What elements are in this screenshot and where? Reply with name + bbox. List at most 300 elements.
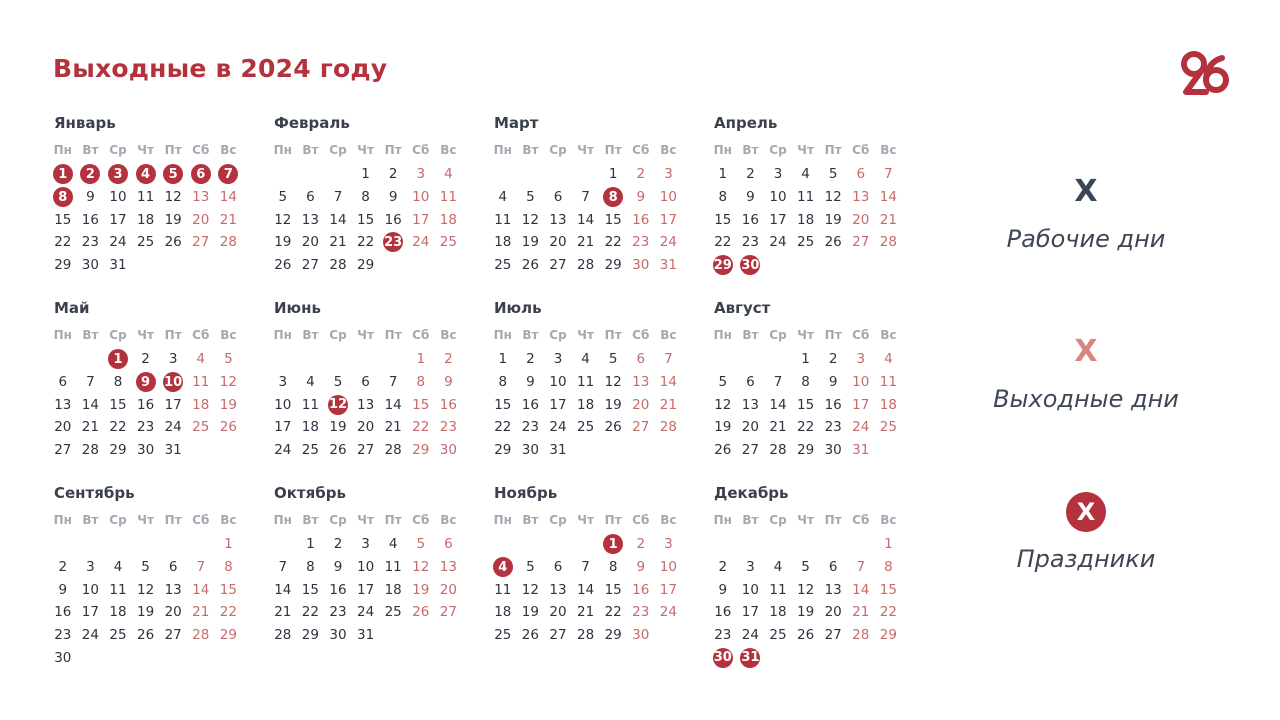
empty-cell bbox=[269, 348, 297, 371]
work-day: 30 bbox=[54, 649, 72, 666]
weekday-label: Пн bbox=[53, 328, 72, 342]
work-day: 5 bbox=[141, 559, 150, 576]
work-day: 7 bbox=[333, 189, 343, 206]
work-day: 26 bbox=[796, 627, 815, 644]
work-day: 27 bbox=[741, 442, 759, 459]
work-day: 23 bbox=[521, 419, 539, 436]
weekday-label: Ср bbox=[109, 513, 127, 527]
work-day: 24 bbox=[109, 234, 127, 251]
work-day: 5 bbox=[278, 189, 288, 206]
weekend-day: 30 bbox=[632, 627, 650, 644]
work-day: 6 bbox=[553, 189, 563, 206]
empty-cell bbox=[132, 533, 160, 556]
month-calendar bbox=[269, 483, 465, 646]
weekday-label: Сб bbox=[192, 513, 210, 527]
weekend-day: 4 bbox=[444, 166, 453, 183]
weekday-label: Пт bbox=[164, 513, 182, 527]
work-day: 22 bbox=[356, 234, 375, 251]
work-day: 22 bbox=[604, 604, 622, 621]
work-day: 6 bbox=[168, 559, 178, 576]
work-day: 28 bbox=[329, 257, 347, 274]
empty-cell bbox=[159, 533, 187, 556]
work-day: 10 bbox=[769, 189, 787, 206]
empty-cell bbox=[489, 533, 517, 556]
empty-cell bbox=[737, 533, 765, 556]
empty-cell bbox=[544, 163, 572, 186]
holiday-day: 10 bbox=[159, 371, 187, 394]
weekday-label: Пт bbox=[384, 513, 402, 527]
weekend-day: 1 bbox=[224, 536, 233, 553]
weekend-day: 15 bbox=[412, 396, 430, 413]
work-day: 4 bbox=[113, 559, 123, 576]
work-day: 5 bbox=[526, 559, 535, 576]
work-day: 17 bbox=[274, 419, 292, 436]
work-day: 15 bbox=[54, 211, 72, 228]
work-day: 8 bbox=[608, 559, 618, 576]
weekend-day: 30 bbox=[439, 442, 457, 459]
work-day: 18 bbox=[136, 211, 155, 228]
work-day: 3 bbox=[361, 536, 370, 553]
holiday-day: 6 bbox=[187, 163, 215, 186]
work-day: 27 bbox=[549, 627, 567, 644]
days-grid bbox=[49, 348, 245, 461]
work-day: 16 bbox=[54, 604, 72, 621]
work-day: 18 bbox=[494, 604, 512, 621]
weekday-label: Сб bbox=[852, 328, 870, 342]
month-calendar bbox=[709, 113, 905, 276]
weekend-day: 17 bbox=[659, 211, 677, 228]
work-day: 4 bbox=[498, 189, 508, 206]
weekday-label: Ср bbox=[769, 143, 787, 157]
holiday-day: 2 bbox=[77, 163, 105, 186]
weekend-day: 13 bbox=[192, 189, 210, 206]
weekday-label: Вт bbox=[82, 328, 99, 342]
work-day: 2 bbox=[388, 166, 398, 183]
weekday-label: Сб bbox=[192, 328, 210, 342]
weekday-label: Ср bbox=[329, 328, 347, 342]
weekend-day: 28 bbox=[659, 419, 677, 436]
work-day: 14 bbox=[576, 211, 595, 228]
weekday-label: Вс bbox=[220, 513, 237, 527]
month-calendar bbox=[49, 113, 245, 276]
weekday-label: Вт bbox=[522, 143, 539, 157]
weekday-label: Сб bbox=[632, 143, 650, 157]
empty-cell bbox=[764, 533, 792, 556]
weekend-day: 20 bbox=[852, 211, 870, 228]
work-day: 4 bbox=[306, 374, 315, 391]
weekend-day: 22 bbox=[879, 604, 897, 621]
work-day: 20 bbox=[54, 419, 72, 436]
work-day: 25 bbox=[769, 627, 787, 644]
empty-cell bbox=[517, 533, 545, 556]
work-day: 6 bbox=[361, 374, 370, 391]
weekend-day: 14 bbox=[659, 374, 677, 391]
work-day: 29 bbox=[356, 257, 375, 274]
work-day: 2 bbox=[141, 351, 150, 368]
weekday-label: Пт bbox=[164, 328, 182, 342]
work-day: 14 bbox=[329, 211, 347, 228]
month-calendar bbox=[709, 483, 905, 669]
weekday-label: Пн bbox=[53, 143, 72, 157]
month-name: Октябрь bbox=[274, 484, 346, 502]
weekday-label: Вт bbox=[302, 328, 319, 342]
work-day: 25 bbox=[109, 627, 127, 644]
weekday-label: Вс bbox=[880, 143, 897, 157]
empty-cell bbox=[819, 533, 847, 556]
work-day: 5 bbox=[608, 351, 618, 368]
weekday-label: Вс bbox=[660, 328, 677, 342]
weekday-label: Вс bbox=[660, 143, 677, 157]
weekday-label: Чт bbox=[357, 143, 374, 157]
holiday-day: 23 bbox=[379, 231, 407, 254]
weekend-day: 28 bbox=[219, 234, 237, 251]
weekday-label: Вт bbox=[742, 143, 759, 157]
days-grid bbox=[489, 163, 685, 276]
weekend-day: 27 bbox=[439, 604, 457, 621]
work-day: 19 bbox=[521, 604, 539, 621]
page-title: Выходные в 2024 году bbox=[53, 54, 388, 83]
work-day: 9 bbox=[333, 559, 343, 576]
weekend-day: 2 bbox=[636, 166, 646, 183]
work-day: 31 bbox=[109, 257, 127, 274]
weekday-label: Вс bbox=[880, 328, 897, 342]
weekday-label: Вс bbox=[660, 513, 677, 527]
weekend-day: 24 bbox=[412, 234, 430, 251]
days-grid bbox=[269, 533, 465, 646]
weekday-label: Вт bbox=[82, 513, 99, 527]
work-day: 24 bbox=[274, 442, 292, 459]
weekend-day: 9 bbox=[636, 559, 646, 576]
work-day: 23 bbox=[329, 604, 347, 621]
work-day: 13 bbox=[356, 396, 375, 413]
holiday-day: 3 bbox=[104, 163, 132, 186]
month-name: Февраль bbox=[274, 114, 350, 132]
weekend-day: 23 bbox=[439, 419, 457, 436]
work-day: 11 bbox=[769, 581, 787, 598]
work-day: 12 bbox=[604, 374, 622, 391]
weekend-day: 11 bbox=[192, 374, 210, 391]
weekday-label: Вт bbox=[742, 513, 759, 527]
month-calendar bbox=[489, 298, 685, 461]
work-day: 20 bbox=[356, 419, 375, 436]
work-day: 26 bbox=[521, 257, 539, 274]
legend-item-weekend bbox=[956, 332, 1216, 413]
work-day: 22 bbox=[301, 604, 319, 621]
work-day: 14 bbox=[384, 396, 402, 413]
days-grid bbox=[269, 348, 465, 461]
weekend-day: 20 bbox=[439, 581, 457, 598]
weekday-label: Вт bbox=[742, 328, 759, 342]
month-calendar bbox=[269, 298, 465, 461]
weekday-label: Пн bbox=[493, 143, 512, 157]
weekend-day: 21 bbox=[219, 211, 237, 228]
weekend-day: 14 bbox=[879, 189, 897, 206]
work-day: 7 bbox=[773, 374, 783, 391]
weekend-day: 9 bbox=[444, 374, 453, 391]
work-day: 21 bbox=[81, 419, 99, 436]
work-day: 17 bbox=[769, 211, 787, 228]
weekday-label: Вс bbox=[220, 143, 237, 157]
weekday-header bbox=[269, 327, 465, 343]
work-day: 20 bbox=[164, 604, 182, 621]
work-day: 19 bbox=[136, 604, 155, 621]
legend-label: Праздники bbox=[1016, 545, 1156, 573]
work-day: 26 bbox=[824, 234, 842, 251]
work-day: 3 bbox=[168, 351, 178, 368]
work-day: 9 bbox=[718, 581, 728, 598]
work-day: 25 bbox=[136, 234, 155, 251]
weekday-label: Ср bbox=[109, 143, 127, 157]
work-day: 15 bbox=[301, 581, 319, 598]
work-day: 11 bbox=[301, 396, 319, 413]
weekend-day: 19 bbox=[219, 396, 237, 413]
work-day: 30 bbox=[136, 442, 155, 459]
weekday-header bbox=[49, 142, 245, 158]
work-day: 9 bbox=[58, 581, 68, 598]
weekend-day: 19 bbox=[412, 581, 430, 598]
work-day: 3 bbox=[278, 374, 288, 391]
weekend-day: 14 bbox=[219, 189, 237, 206]
weekend-day: 17 bbox=[852, 396, 870, 413]
days-grid bbox=[49, 533, 245, 669]
work-day: 5 bbox=[333, 374, 343, 391]
weekday-label: Ср bbox=[769, 328, 787, 342]
weekend-day: 27 bbox=[852, 234, 870, 251]
weekend-day: 26 bbox=[412, 604, 430, 621]
work-day: 15 bbox=[356, 211, 375, 228]
empty-cell bbox=[269, 533, 297, 556]
weekday-label: Пн bbox=[713, 513, 732, 527]
weekend-day: 10 bbox=[659, 559, 677, 576]
weekday-label: Чт bbox=[137, 143, 154, 157]
work-day: 21 bbox=[576, 604, 595, 621]
empty-cell bbox=[49, 533, 77, 556]
work-day: 28 bbox=[274, 627, 292, 644]
work-day: 10 bbox=[549, 374, 567, 391]
weekend-day: 4 bbox=[196, 351, 206, 368]
weekday-label: Сб bbox=[632, 328, 650, 342]
work-day: 18 bbox=[769, 604, 787, 621]
weekday-label: Сб bbox=[852, 143, 870, 157]
work-day: 19 bbox=[604, 396, 622, 413]
days-grid bbox=[709, 348, 905, 461]
work-day: 22 bbox=[54, 234, 72, 251]
work-day: 18 bbox=[494, 234, 512, 251]
weekday-label: Чт bbox=[357, 328, 374, 342]
work-day: 13 bbox=[549, 211, 567, 228]
weekend-day: 2 bbox=[444, 351, 453, 368]
work-day: 28 bbox=[576, 627, 595, 644]
empty-cell bbox=[297, 163, 325, 186]
weekend-day: 13 bbox=[632, 374, 650, 391]
weekday-label: Пт bbox=[824, 513, 842, 527]
weekend-day: 17 bbox=[412, 211, 430, 228]
work-day: 17 bbox=[109, 211, 127, 228]
weekend-day: 16 bbox=[632, 211, 650, 228]
weekday-label: Ср bbox=[549, 513, 567, 527]
month-calendar bbox=[489, 483, 685, 646]
weekday-label: Ср bbox=[549, 328, 567, 342]
work-day: 22 bbox=[494, 419, 512, 436]
weekend-day: 15 bbox=[219, 581, 237, 598]
month-name: Сентябрь bbox=[54, 484, 135, 502]
work-day: 12 bbox=[714, 396, 732, 413]
weekday-label: Вс bbox=[440, 143, 457, 157]
weekday-label: Чт bbox=[137, 513, 154, 527]
work-day: 17 bbox=[741, 604, 759, 621]
empty-cell bbox=[544, 533, 572, 556]
holiday-day: 30 bbox=[737, 254, 765, 277]
work-day: 5 bbox=[718, 374, 728, 391]
work-day: 26 bbox=[329, 442, 347, 459]
weekend-day: 14 bbox=[852, 581, 870, 598]
work-day: 9 bbox=[828, 374, 838, 391]
weekend-day: 25 bbox=[879, 419, 897, 436]
work-day: 5 bbox=[526, 189, 535, 206]
weekday-header bbox=[709, 142, 905, 158]
work-day: 26 bbox=[714, 442, 732, 459]
work-day: 16 bbox=[384, 211, 402, 228]
empty-cell bbox=[489, 163, 517, 186]
days-grid bbox=[489, 348, 685, 461]
work-day: 21 bbox=[384, 419, 402, 436]
work-day: 14 bbox=[576, 581, 595, 598]
work-day: 14 bbox=[769, 396, 787, 413]
work-day: 1 bbox=[718, 166, 728, 183]
work-day: 11 bbox=[576, 374, 595, 391]
work-day: 24 bbox=[741, 627, 759, 644]
weekend-day: 29 bbox=[219, 627, 237, 644]
weekday-label: Вс bbox=[440, 328, 457, 342]
weekday-label: Пн bbox=[273, 328, 292, 342]
work-day: 12 bbox=[164, 189, 182, 206]
holiday-day: 1 bbox=[599, 533, 627, 556]
weekday-label: Чт bbox=[797, 143, 814, 157]
work-day: 16 bbox=[741, 211, 759, 228]
weekend-day: 20 bbox=[632, 396, 650, 413]
empty-cell bbox=[792, 533, 820, 556]
weekday-label: Пт bbox=[824, 328, 842, 342]
work-day: 9 bbox=[86, 189, 95, 206]
days-grid bbox=[489, 533, 685, 646]
month-name: Ноябрь bbox=[494, 484, 558, 502]
weekend-day: 28 bbox=[852, 627, 870, 644]
work-day: 25 bbox=[494, 257, 512, 274]
weekend-day: 10 bbox=[412, 189, 430, 206]
work-day: 15 bbox=[714, 211, 732, 228]
work-day: 2 bbox=[333, 536, 343, 553]
weekend-day: 7 bbox=[196, 559, 206, 576]
empty-cell bbox=[737, 348, 765, 371]
work-day: 30 bbox=[81, 257, 99, 274]
work-day: 18 bbox=[576, 396, 595, 413]
weekend-day: 3 bbox=[856, 351, 866, 368]
empty-cell bbox=[297, 348, 325, 371]
work-day: 29 bbox=[109, 442, 127, 459]
weekend-day: 2 bbox=[636, 536, 646, 553]
work-day: 2 bbox=[746, 166, 755, 183]
work-day: 3 bbox=[86, 559, 95, 576]
weekend-day: 31 bbox=[852, 442, 870, 459]
holiday-day: 4 bbox=[132, 163, 160, 186]
empty-cell bbox=[352, 348, 380, 371]
weekday-label: Сб bbox=[412, 328, 430, 342]
work-day: 3 bbox=[773, 166, 783, 183]
work-day: 11 bbox=[384, 559, 402, 576]
empty-cell bbox=[324, 163, 352, 186]
work-day: 19 bbox=[796, 604, 815, 621]
logo-icon bbox=[1178, 48, 1234, 100]
month-name: Июль bbox=[494, 299, 542, 317]
weekend-day: 25 bbox=[192, 419, 210, 436]
weekend-day: 11 bbox=[439, 189, 457, 206]
work-day: 8 bbox=[306, 559, 315, 576]
holiday-day: 4 bbox=[489, 556, 517, 579]
holiday-day: 7 bbox=[215, 163, 243, 186]
work-day: 17 bbox=[356, 581, 375, 598]
work-day: 11 bbox=[494, 581, 512, 598]
work-day: 10 bbox=[356, 559, 375, 576]
weekend-day: 27 bbox=[192, 234, 210, 251]
empty-cell bbox=[709, 348, 737, 371]
weekday-label: Пт bbox=[604, 143, 622, 157]
work-day: 25 bbox=[796, 234, 815, 251]
weekend-day: 21 bbox=[852, 604, 870, 621]
work-day: 17 bbox=[549, 396, 567, 413]
weekday-header bbox=[709, 512, 905, 528]
work-day: 27 bbox=[824, 627, 842, 644]
month-name: Апрель bbox=[714, 114, 778, 132]
holiday-day: 31 bbox=[737, 646, 765, 669]
holiday-marker-icon: X bbox=[1066, 492, 1106, 532]
weekend-day: 22 bbox=[219, 604, 237, 621]
work-day: 19 bbox=[329, 419, 347, 436]
empty-cell bbox=[77, 348, 105, 371]
empty-cell bbox=[709, 533, 737, 556]
month-name: Январь bbox=[54, 114, 116, 132]
work-day: 16 bbox=[521, 396, 539, 413]
work-day: 22 bbox=[714, 234, 732, 251]
work-day: 1 bbox=[608, 166, 618, 183]
work-day: 6 bbox=[746, 374, 755, 391]
weekend-day: 16 bbox=[439, 396, 457, 413]
work-day: 20 bbox=[549, 234, 567, 251]
weekday-label: Вт bbox=[302, 513, 319, 527]
work-day: 25 bbox=[301, 442, 319, 459]
weekend-day: 5 bbox=[416, 536, 426, 553]
work-day: 27 bbox=[164, 627, 182, 644]
work-day: 11 bbox=[796, 189, 815, 206]
holiday-day: 9 bbox=[132, 371, 160, 394]
weekend-day: 23 bbox=[632, 604, 650, 621]
work-day: 13 bbox=[549, 581, 567, 598]
weekday-label: Пт bbox=[604, 328, 622, 342]
weekday-label: Пт bbox=[824, 143, 842, 157]
legend-label: Рабочие дни bbox=[1006, 225, 1166, 253]
work-day: 9 bbox=[388, 189, 398, 206]
work-day: 18 bbox=[796, 211, 815, 228]
work-day: 17 bbox=[164, 396, 182, 413]
work-day: 27 bbox=[54, 442, 72, 459]
weekend-day: 9 bbox=[636, 189, 646, 206]
weekday-label: Вт bbox=[522, 513, 539, 527]
work-day: 24 bbox=[356, 604, 375, 621]
empty-cell bbox=[77, 533, 105, 556]
work-day: 28 bbox=[576, 257, 595, 274]
weekday-label: Вт bbox=[302, 143, 319, 157]
weekend-day: 26 bbox=[219, 419, 237, 436]
weekday-label: Вс bbox=[220, 328, 237, 342]
